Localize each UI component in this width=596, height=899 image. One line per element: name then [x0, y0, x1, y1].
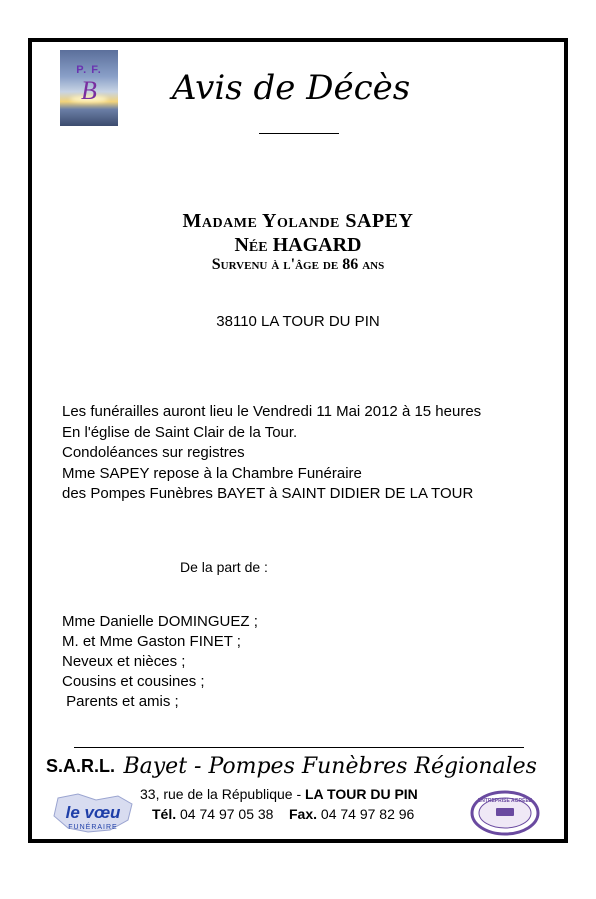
maiden-name: Née HAGARD — [234, 234, 362, 256]
detail-line: En l'église de Saint Clair de la Tour. — [62, 423, 298, 441]
funeral-details — [62, 402, 481, 505]
logo-pf-text: P. F. — [76, 64, 102, 76]
voeu-logo-text: le vœu — [65, 803, 121, 822]
title-divider — [259, 133, 339, 134]
detail-line: Mme SAPEY repose à la Chambre Funéraire — [62, 464, 362, 482]
phone-line — [152, 806, 414, 822]
le-voeu-funeraire-logo — [48, 790, 138, 836]
tel-label: Tél. — [152, 806, 177, 822]
family-item: Neveux et nièces ; — [62, 653, 186, 670]
voeu-logo-subtext: FUNÉRAIRE — [68, 824, 118, 831]
logo-b-letter: B — [81, 76, 97, 105]
detail-line: Condoléances sur registres — [62, 444, 245, 461]
company-name: Bayet - Pompes Funèbres Régionales — [123, 754, 537, 779]
badge-text: ENTREPRISE AGRÉÉE — [477, 798, 533, 804]
footer-divider — [74, 747, 524, 748]
pf-logo — [60, 50, 118, 126]
page-title: Avis de Décès — [172, 68, 411, 108]
family-item: Mme Danielle DOMINGUEZ ; — [62, 613, 258, 630]
detail-line: Les funérailles auront lieu le Vendredi 11 Mai 2012 à 15 heures — [62, 403, 482, 420]
family-item: M. et Mme Gaston FINET ; — [62, 633, 241, 650]
address-line — [140, 786, 418, 802]
city-line: 38110 LA TOUR DU PIN — [216, 313, 380, 330]
detail-line: des Pompes Funèbres BAYET à SAINT DIDIER DE LA TOUR — [62, 485, 474, 502]
age-line: Survenu à l'âge de 86 ans — [211, 256, 385, 273]
address-city: LA TOUR DU PIN — [305, 786, 418, 802]
family-item: Parents et amis ; — [62, 693, 179, 710]
family-list — [62, 612, 258, 712]
address-street: 33, rue de la République - — [140, 786, 305, 802]
fax-label: Fax. — [289, 806, 318, 822]
deceased-name: Madame Yolande SAPEY — [182, 210, 414, 232]
company-line — [46, 754, 537, 779]
approved-company-badge — [470, 790, 540, 836]
sarl-label: S.A.R.L. — [46, 756, 116, 776]
from-label: De la part de : — [180, 559, 268, 575]
tel-number: 04 74 97 05 38 — [180, 806, 274, 822]
fax-number: 04 74 97 82 96 — [320, 806, 415, 822]
family-item: Cousins et cousines ; — [62, 673, 205, 690]
